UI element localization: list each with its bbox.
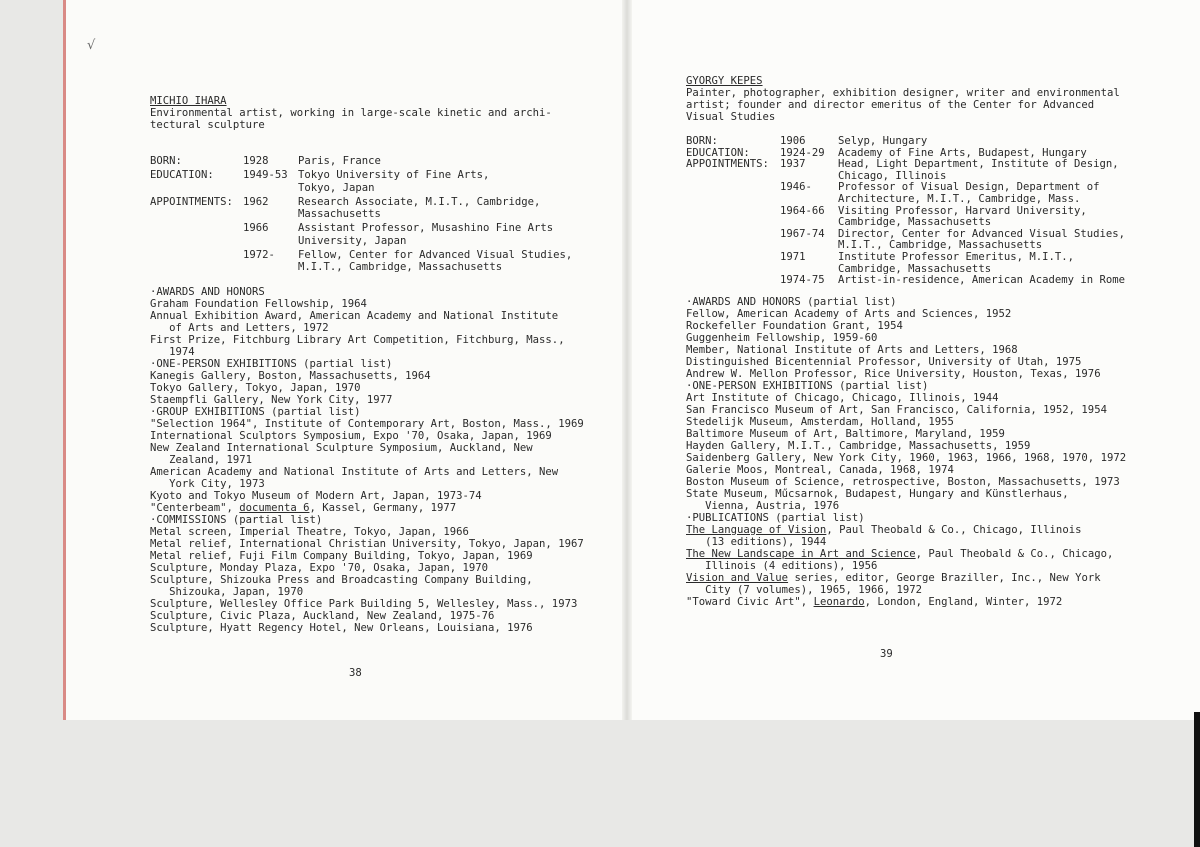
list-line: Baltimore Museum of Art, Baltimore, Maryland, 1959 — [686, 427, 1005, 440]
fact-year: 1971 — [780, 250, 806, 263]
list-line: Sculpture, Shizouka Press and Broadcasting Company Building, — [150, 573, 533, 586]
list-line: Kyoto and Tokyo Museum of Modern Art, Japan, 1973-74 — [150, 489, 482, 502]
fact-text: Cambridge, Massachusetts — [838, 262, 992, 275]
fact-label: APPOINTMENTS: — [686, 158, 769, 171]
section-heading: ·AWARDS AND HONORS (partial list) — [686, 295, 897, 308]
list-line: Zealand, 1971 — [150, 453, 253, 466]
list-line: Member, National Institute of Arts and Letters, 1968 — [686, 343, 1018, 356]
list-line: Metal relief, Fuji Film Company Building, Tokyo, Japan, 1969 — [150, 549, 533, 562]
list-line: Kanegis Gallery, Boston, Massachusetts, 1964 — [150, 369, 431, 382]
list-line: Saidenberg Gallery, New York City, 1960, 1963, 1966, 1968, 1970, 1972 — [686, 451, 1127, 464]
list-line: First Prize, Fitchburg Library Art Competition, Fitchburg, Mass., — [150, 333, 565, 346]
spacer — [686, 286, 1126, 296]
intro-line: Visual Studies — [686, 111, 776, 123]
fact-text: Fellow, Center for Advanced Visual Studies, — [298, 249, 573, 262]
fact-year: 1928 — [243, 155, 269, 167]
list-line: Sculpture, Civic Plaza, Auckland, New Zealand, 1975-76 — [150, 609, 495, 622]
fact-text: Director, Center for Advanced Visual Studies, — [838, 227, 1126, 240]
text-part: series, editor, George Braziller, Inc., New York — [788, 571, 1101, 584]
fact-text: Tokyo University of Fine Arts, — [298, 169, 490, 182]
fact-year: 1967-74 — [780, 227, 825, 240]
fact-year: 1949-53 — [243, 169, 288, 182]
list-line: Graham Foundation Fellowship, 1964 — [150, 297, 367, 310]
section-heading: ·AWARDS AND HONORS — [150, 285, 265, 298]
list-line: "Selection 1964", Institute of Contemporary Art, Boston, Mass., 1969 — [150, 417, 584, 430]
list-line: Staempfli Gallery, New York City, 1977 — [150, 393, 393, 406]
fact-text: Assistant Professor, Musashino Fine Arts — [298, 222, 554, 235]
fact-label: EDUCATION: — [150, 169, 214, 182]
publication-line — [686, 548, 1126, 560]
section-heading: ·COMMISSIONS (partial list) — [150, 513, 323, 526]
text-part: "Toward Civic Art", — [686, 595, 814, 608]
publication-line — [686, 596, 1126, 608]
list-line: Galerie Moos, Montreal, Canada, 1968, 1974 — [686, 463, 954, 476]
left-page-number: 38 — [349, 667, 362, 679]
list-line: Andrew W. Mellon Professor, Rice University, Houston, Texas, 1976 — [686, 367, 1101, 380]
fact-text: Chicago, Illinois — [838, 169, 947, 182]
right-page-text — [686, 75, 1126, 608]
fact-row — [686, 205, 1126, 228]
list-line: Tokyo Gallery, Tokyo, Japan, 1970 — [150, 381, 361, 394]
list-line: International Sculptors Symposium, Expo '70, Osaka, Japan, 1969 — [150, 429, 552, 442]
fact-year: 1974-75 — [780, 274, 825, 287]
fact-label: EDUCATION: — [686, 146, 750, 159]
fact-text: Academy of Fine Arts, Budapest, Hungary — [838, 146, 1087, 159]
check-mark: √ — [87, 38, 96, 53]
list-line: New Zealand International Sculpture Symposium, Auckland, New — [150, 441, 533, 454]
section-heading: ·GROUP EXHIBITIONS (partial list) — [150, 405, 361, 418]
fact-year: 1906 — [780, 135, 806, 147]
fact-label: BORN: — [686, 135, 718, 147]
intro-line: artist; founder and director emeritus of the Center for Advanced — [686, 99, 1095, 111]
list-line: Annual Exhibition Award, American Academy and National Institute — [150, 309, 559, 322]
fact-row — [150, 222, 584, 249]
list-line: Vienna, Austria, 1976 — [686, 499, 840, 512]
list-line: Distinguished Bicentennial Professor, University of Utah, 1975 — [686, 355, 1082, 368]
fact-text: Head, Light Department, Institute of Design, — [838, 158, 1119, 171]
right-page-number: 39 — [880, 648, 893, 660]
fact-text: Architecture, M.I.T., Cambridge, Mass. — [838, 192, 1081, 205]
fact-row — [150, 155, 584, 169]
list-line: Metal screen, Imperial Theatre, Tokyo, Japan, 1966 — [150, 525, 469, 538]
exhibition-line — [150, 502, 584, 514]
book-gutter — [622, 0, 632, 720]
publication-continuation: City (7 volumes), 1965, 1966, 1972 — [686, 583, 922, 596]
intro-line: tectural sculpture — [150, 119, 265, 131]
publication-line — [686, 572, 1126, 584]
fact-text: M.I.T., Cambridge, Massachusetts — [838, 239, 1043, 252]
text-part: , Paul Theobald & Co., Chicago, Illinois — [826, 523, 1082, 536]
fact-row — [150, 196, 584, 223]
fact-label: BORN: — [150, 155, 182, 167]
fact-text: M.I.T., Cambridge, Massachusetts — [298, 261, 503, 274]
fact-text: Artist-in-residence, American Academy in Rome — [838, 274, 1126, 287]
publication-title: The New Landscape in Art and Science — [686, 547, 916, 560]
list-line: of Arts and Letters, 1972 — [150, 321, 329, 334]
fact-year: 1962 — [243, 195, 269, 208]
text-part: , Kassel, Germany, 1977 — [309, 501, 457, 514]
intro-line: Painter, photographer, exhibition designer, writer and environmental — [686, 87, 1120, 99]
list-line: Guggenheim Fellowship, 1959-60 — [686, 331, 878, 344]
intro-line: Environmental artist, working in large-scale kinetic and archi- — [150, 107, 552, 119]
fact-text: University, Japan — [298, 234, 407, 247]
section-heading: ·ONE-PERSON EXHIBITIONS (partial list) — [686, 379, 929, 392]
fact-row — [686, 274, 1126, 286]
list-line: Sculpture, Wellesley Office Park Building 5, Wellesley, Mass., 1973 — [150, 597, 578, 610]
list-line: San Francisco Museum of Art, San Francisco, California, 1952, 1954 — [686, 403, 1107, 416]
text-part: , Paul Theobald & Co., Chicago, — [915, 547, 1114, 560]
fact-text: Research Associate, M.I.T., Cambridge, — [298, 195, 541, 208]
fact-text: Massachusetts — [298, 208, 381, 221]
publication-continuation: (13 editions), 1944 — [686, 535, 827, 548]
fact-text: Cambridge, Massachusetts — [838, 216, 992, 229]
list-line: Stedelijk Museum, Amsterdam, Holland, 1955 — [686, 415, 954, 428]
text-part: , London, England, Winter, 1972 — [864, 595, 1063, 608]
list-line: Rockefeller Foundation Grant, 1954 — [686, 319, 903, 332]
spacer — [686, 123, 1126, 135]
list-line: Sculpture, Hyatt Regency Hotel, New Orleans, Louisiana, 1976 — [150, 621, 533, 634]
publication-line — [686, 524, 1126, 536]
fact-year: 1924-29 — [780, 146, 825, 159]
left-page-text — [150, 95, 584, 634]
fact-row — [150, 169, 584, 196]
list-line: Sculpture, Monday Plaza, Expo '70, Osaka, Japan, 1970 — [150, 561, 489, 574]
fact-label: APPOINTMENTS: — [150, 195, 233, 208]
fact-text: Visiting Professor, Harvard University, — [838, 204, 1087, 217]
fact-row — [686, 135, 1126, 147]
fact-year: 1964-66 — [780, 204, 825, 217]
publication-title: Vision and Value — [686, 571, 789, 584]
fact-year: 1966 — [243, 222, 269, 235]
artist-name: GYORGY KEPES — [686, 75, 763, 87]
list-line: Art Institute of Chicago, Chicago, Illinois, 1944 — [686, 391, 999, 404]
fact-year: 1946- — [780, 181, 812, 194]
page-edge-shadow — [1194, 712, 1200, 847]
list-line: Hayden Gallery, M.I.T., Cambridge, Massachusetts, 1959 — [686, 439, 1031, 452]
fact-text: Tokyo, Japan — [298, 181, 375, 194]
fact-row — [150, 249, 584, 276]
fact-row — [686, 251, 1126, 274]
list-line: Shizouka, Japan, 1970 — [150, 585, 304, 598]
list-line: Metal relief, International Christian University, Tokyo, Japan, 1967 — [150, 537, 584, 550]
fact-row — [686, 158, 1126, 181]
fact-text: Paris, France — [298, 155, 381, 167]
list-line: American Academy and National Institute of Arts and Letters, New — [150, 465, 559, 478]
list-line: State Museum, Műcsarnok, Budapest, Hungary and Künstlerhaus, — [686, 487, 1069, 500]
fact-text: Selyp, Hungary — [838, 135, 928, 147]
fact-year: 1972- — [243, 249, 275, 262]
list-line: Boston Museum of Science, retrospective, Boston, Massachusetts, 1973 — [686, 475, 1120, 488]
spacer — [150, 276, 584, 286]
fact-year: 1937 — [780, 158, 806, 171]
fact-row — [686, 181, 1126, 204]
section-heading: ·ONE-PERSON EXHIBITIONS (partial list) — [150, 357, 393, 370]
list-line: Fellow, American Academy of Arts and Sciences, 1952 — [686, 307, 1012, 320]
fact-text: Professor of Visual Design, Department of — [838, 181, 1100, 194]
artist-name: MICHIO IHARA — [150, 95, 227, 107]
spacer — [150, 131, 584, 155]
section-heading: ·PUBLICATIONS (partial list) — [686, 511, 865, 524]
fact-row — [686, 147, 1126, 159]
publication-title: The Language of Vision — [686, 523, 827, 536]
list-line: York City, 1973 — [150, 477, 265, 490]
fact-row — [686, 228, 1126, 251]
text-part: "Centerbeam", — [150, 501, 240, 514]
underlined-title: Leonardo — [813, 595, 865, 608]
publication-continuation: Illinois (4 editions), 1956 — [686, 559, 878, 572]
fact-text: Institute Professor Emeritus, M.I.T., — [838, 250, 1074, 263]
underlined-title: documenta 6 — [239, 501, 310, 514]
list-line: 1974 — [150, 345, 195, 358]
